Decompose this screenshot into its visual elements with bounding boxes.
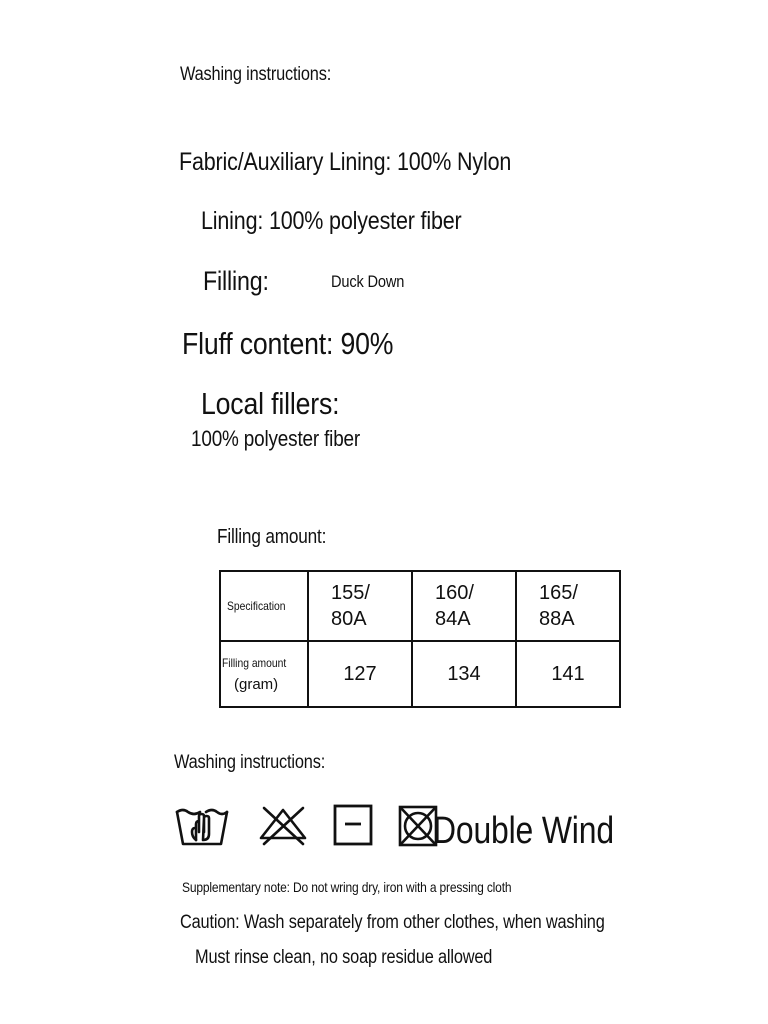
table-cell-size: 160/ 84A bbox=[412, 571, 516, 641]
table-row bbox=[220, 571, 620, 641]
table-cell-value: 134 bbox=[412, 641, 516, 707]
hand-wash-icon bbox=[175, 804, 229, 848]
table-cell-value: 127 bbox=[308, 641, 412, 707]
washing-instructions-label: Washing instructions: bbox=[174, 752, 326, 773]
lining-composition: Lining: 100% polyester fiber bbox=[201, 207, 462, 235]
table-cell-spec-header: Specification bbox=[220, 571, 308, 641]
table-row bbox=[220, 641, 620, 707]
line-dry-icon bbox=[333, 804, 373, 846]
care-symbol-text: Double Wind bbox=[433, 810, 614, 852]
supplementary-note: Supplementary note: Do not wring dry, iron with a pressing cloth bbox=[182, 879, 512, 895]
table-cell-size: 165/ 88A bbox=[516, 571, 620, 641]
amount-unit: (gram) bbox=[234, 675, 279, 693]
caution-text: Caution: Wash separately from other clothes, when washing bbox=[180, 912, 605, 933]
filling-value: Duck Down bbox=[331, 272, 405, 291]
fabric-composition: Fabric/Auxiliary Lining: 100% Nylon bbox=[179, 148, 512, 176]
filling-amount-table bbox=[219, 570, 621, 708]
fluff-content: Fluff content: 90% bbox=[182, 326, 394, 361]
filling-label: Filling: bbox=[203, 266, 269, 296]
table-cell-value: 141 bbox=[516, 641, 620, 707]
filling-amount-label: Filling amount: bbox=[217, 526, 327, 548]
local-fillers-value: 100% polyester fiber bbox=[191, 426, 361, 451]
table-cell-amount-header: Filling amount (gram) bbox=[220, 641, 308, 707]
rinse-text: Must rinse clean, no soap residue allowed bbox=[195, 947, 493, 968]
local-fillers-label: Local fillers: bbox=[201, 386, 340, 421]
page-title: Washing instructions: bbox=[180, 64, 332, 85]
do-not-bleach-icon bbox=[256, 804, 310, 846]
table-cell-size: 155/ 80A bbox=[308, 571, 412, 641]
do-not-tumble-dry-icon bbox=[398, 804, 438, 848]
